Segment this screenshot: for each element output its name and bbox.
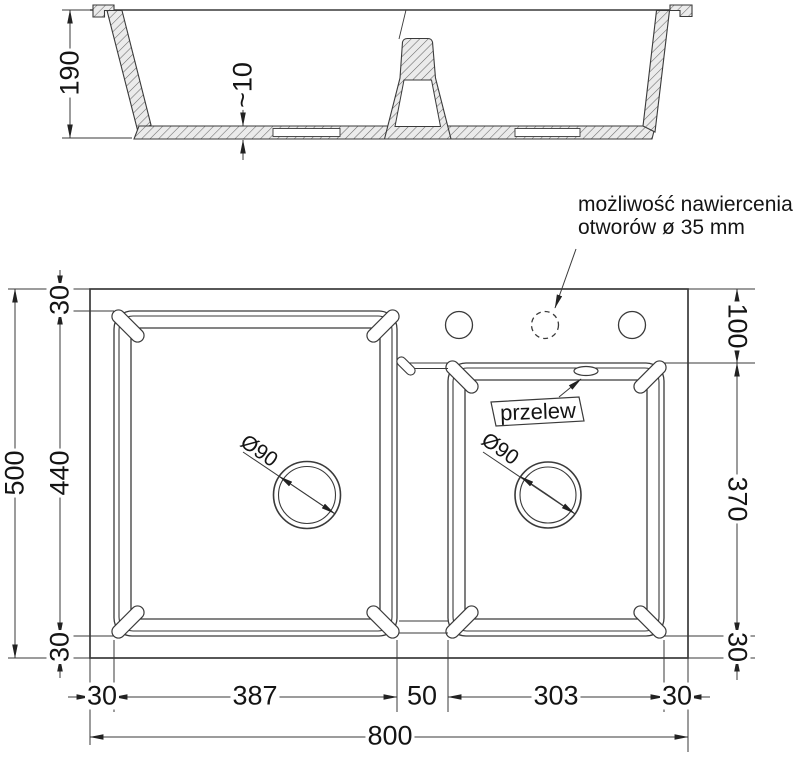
section-left-wall bbox=[107, 11, 151, 133]
section-view bbox=[62, 5, 692, 160]
dim-top-margin: 30 bbox=[44, 284, 75, 316]
plan-tap-holes bbox=[446, 312, 646, 339]
note-leader bbox=[555, 249, 576, 308]
overflow-leader bbox=[559, 379, 581, 397]
dim-left-margin: 30 bbox=[86, 680, 118, 711]
section-right-wall bbox=[643, 11, 670, 133]
dim-between-basins: 50 bbox=[406, 680, 438, 711]
section-drain-recess-right bbox=[515, 129, 580, 137]
drill-note-line1: możliwość nawiercenia bbox=[578, 193, 793, 216]
plan-left-basin bbox=[109, 307, 401, 640]
plan-view bbox=[8, 249, 755, 752]
dim-right-basin-width: 303 bbox=[533, 680, 579, 711]
overflow-hole bbox=[574, 367, 598, 376]
dim-right-basin-depth: 370 bbox=[722, 476, 753, 522]
overflow-label: przelew bbox=[499, 397, 577, 426]
tap-hole-right bbox=[619, 312, 646, 339]
drain-right-diameter-label: Ø90 bbox=[477, 428, 523, 470]
dim-left-basin-width: 387 bbox=[232, 680, 278, 711]
dim-total-width: 800 bbox=[367, 720, 413, 751]
section-drain-recess-left bbox=[273, 129, 340, 137]
dim-section-height: 190 bbox=[54, 50, 85, 96]
drain-left-diameter-label: Ø90 bbox=[236, 430, 282, 472]
plan-middle-step bbox=[395, 355, 448, 377]
dim-tap-deck-height: 100 bbox=[722, 303, 753, 349]
dim-total-height: 500 bbox=[0, 450, 30, 496]
tap-hole-optional-dashed bbox=[532, 312, 559, 339]
plan-sink-outline bbox=[90, 289, 688, 658]
dim-bottom-margin-right: 30 bbox=[722, 631, 753, 663]
dim-bottom-margin-left: 30 bbox=[44, 631, 75, 663]
section-right-lip bbox=[670, 5, 692, 17]
dim-right-margin: 30 bbox=[661, 680, 693, 711]
drain-right bbox=[483, 452, 581, 528]
tap-hole-left bbox=[446, 312, 473, 339]
dim-left-basin-depth: 440 bbox=[44, 450, 75, 496]
drill-note-line2: otworów ø 35 mm bbox=[578, 216, 745, 239]
dim-bottom-thickness: ~10 bbox=[227, 62, 258, 108]
plan-middle-connector bbox=[399, 621, 448, 633]
